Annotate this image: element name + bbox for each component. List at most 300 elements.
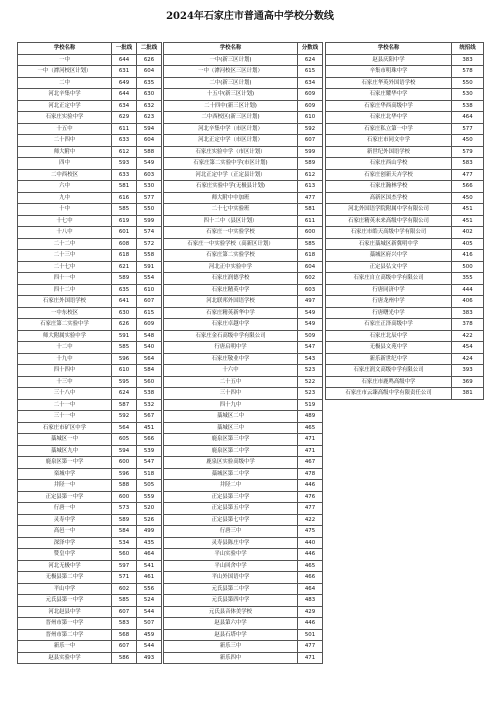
admission-line-cell: 424	[452, 353, 484, 365]
table-row	[326, 100, 484, 112]
school-name-cell: 河北联邦外国语学校	[164, 296, 298, 308]
table-row	[18, 261, 162, 273]
second-batch-score-cell: 507	[137, 618, 162, 630]
first-batch-score-cell: 635	[112, 284, 137, 296]
table-row	[18, 307, 162, 319]
school-name-cell: 行唐三中	[164, 526, 298, 538]
school-name-cell: 一中（滹河校区三区计划）	[164, 66, 298, 78]
score-line-cell: 547	[298, 342, 323, 354]
school-name-cell: 井陉二中	[164, 480, 298, 492]
second-batch-score-cell: 559	[137, 491, 162, 503]
school-name-cell: 新世纪外国语学校	[326, 146, 452, 158]
second-batch-score-cell: 548	[137, 330, 162, 342]
school-name-cell: 藁城区第二中学	[164, 468, 298, 480]
score-line-cell: 446	[298, 480, 323, 492]
table-row	[18, 100, 162, 112]
table-row	[164, 192, 323, 204]
table-row	[18, 422, 162, 434]
table-row	[326, 135, 484, 147]
school-name-cell: 赞皇中学	[18, 549, 112, 561]
second-batch-score-cell: 464	[137, 549, 162, 561]
school-name-cell: 河北正定中学（市区计划）	[164, 135, 298, 147]
school-name-cell: 晋州市第一中学	[18, 618, 112, 630]
table-row	[164, 560, 323, 572]
table-row	[18, 319, 162, 331]
table-row	[164, 146, 323, 158]
table-row	[18, 549, 162, 561]
table-row	[18, 169, 162, 181]
school-name-cell: 十三中	[18, 376, 112, 388]
table-row	[18, 342, 162, 354]
school-name-cell: 四十四中	[18, 365, 112, 377]
second-batch-score-cell: 547	[137, 457, 162, 469]
school-name-cell: 辛集市明珠中学	[326, 66, 452, 78]
table-row	[326, 388, 484, 400]
school-name-cell: 二十三中	[18, 250, 112, 262]
table-row	[18, 457, 162, 469]
table-row	[18, 629, 162, 641]
school-name-cell: 四十一中	[18, 273, 112, 285]
table-row	[164, 238, 323, 250]
school-name-cell: 藁城区九中	[18, 445, 112, 457]
first-batch-score-cell: 571	[112, 572, 137, 584]
school-name-cell: 正定县第五中学	[164, 503, 298, 515]
table-row	[164, 572, 323, 584]
table-row	[326, 330, 484, 342]
school-name-cell: 二十一中	[18, 399, 112, 411]
table-row	[18, 238, 162, 250]
first-batch-score-cell: 560	[112, 549, 137, 561]
second-batch-score-cell: 584	[137, 365, 162, 377]
table-row	[164, 606, 323, 618]
school-name-cell: 石家庄精英新华中学	[164, 307, 298, 319]
table-row	[326, 146, 484, 158]
table-row	[164, 77, 323, 89]
table-row	[18, 480, 162, 492]
score-line-cell: 609	[298, 100, 323, 112]
school-name-cell: 河北正定中学（正定县计划）	[164, 169, 298, 181]
table-row	[326, 365, 484, 377]
table-row	[164, 342, 323, 354]
school-name-cell: 鹿泉区第二中学	[164, 445, 298, 457]
score-table-2	[163, 42, 323, 664]
second-batch-score-cell: 544	[137, 641, 162, 653]
second-batch-score-cell: 459	[137, 629, 162, 641]
school-name-cell: 石家庄北华中学	[326, 112, 452, 124]
table-row	[18, 434, 162, 446]
first-batch-score-cell: 591	[112, 330, 137, 342]
school-name-cell: 高新区国杰学校	[326, 192, 452, 204]
table-row	[18, 618, 162, 630]
admission-line-cell: 422	[452, 330, 484, 342]
table-row	[164, 296, 323, 308]
school-name-cell: 二十五中	[164, 376, 298, 388]
score-line-cell: 489	[298, 411, 323, 423]
admission-line-cell: 583	[452, 158, 484, 170]
table-row	[18, 560, 162, 572]
table-row	[164, 376, 323, 388]
score-line-cell: 592	[298, 123, 323, 135]
table-row	[18, 641, 162, 653]
table-row	[18, 227, 162, 239]
score-line-cell: 519	[298, 399, 323, 411]
school-name-cell: 灵寿县陈庄中学	[164, 537, 298, 549]
first-batch-score-cell: 644	[112, 89, 137, 101]
school-name-cell: 元氏县第二中学	[164, 583, 298, 595]
score-line-cell: 478	[298, 468, 323, 480]
table-row	[164, 445, 323, 457]
score-line-cell: 465	[298, 560, 323, 572]
admission-line-cell: 444	[452, 284, 484, 296]
admission-line-cell: 383	[452, 54, 484, 66]
table-row	[18, 215, 162, 227]
table-row	[164, 307, 323, 319]
second-batch-score-cell: 505	[137, 480, 162, 492]
school-name-cell: 赵县石塔中学	[164, 629, 298, 641]
first-batch-score-cell: 588	[112, 480, 137, 492]
table-row	[164, 89, 323, 101]
score-line-cell: 604	[298, 261, 323, 273]
first-batch-score-cell: 607	[112, 606, 137, 618]
admission-line-cell: 550	[452, 77, 484, 89]
school-name-cell: 石家庄一中实验学校	[164, 227, 298, 239]
school-name-cell: 石家庄市鹿鸣高级中学	[326, 376, 452, 388]
table-row	[164, 181, 323, 193]
school-name-cell: 四十二中	[18, 284, 112, 296]
school-name-cell: 石家庄北辰中学	[326, 330, 452, 342]
table-row	[326, 123, 484, 135]
first-batch-score-cell: 573	[112, 503, 137, 515]
admission-line-cell: 577	[452, 123, 484, 135]
second-batch-score-cell: 451	[137, 422, 162, 434]
second-batch-score-cell: 556	[137, 583, 162, 595]
table-row	[18, 388, 162, 400]
second-batch-score-cell: 588	[137, 146, 162, 158]
school-name-cell: 石家庄一中实验学校（高新区计划）	[164, 238, 298, 250]
school-name-cell: 河北辛集中学（市区计划）	[164, 123, 298, 135]
first-batch-score-cell: 585	[112, 342, 137, 354]
school-name-cell: 正定县第三中学	[164, 491, 298, 503]
table-row	[18, 146, 162, 158]
first-batch-score-cell: 624	[112, 388, 137, 400]
school-name-cell: 石家庄耀华中学	[326, 89, 452, 101]
score-line-cell: 483	[298, 595, 323, 607]
table-row	[18, 77, 162, 89]
school-name-cell: 师大附中中加班	[164, 192, 298, 204]
admission-line-cell: 405	[452, 238, 484, 250]
score-line-cell: 475	[298, 526, 323, 538]
second-batch-score-cell: 635	[137, 77, 162, 89]
table-row	[164, 399, 323, 411]
second-batch-score-cell: 615	[137, 307, 162, 319]
school-name-cell: 师大附属实验中学	[18, 330, 112, 342]
score-line-cell: 471	[298, 652, 323, 664]
school-name-cell: 石家庄华西高级中学	[326, 100, 452, 112]
school-name-cell: 河北外国语学院附属中学有限公司	[326, 204, 452, 216]
second-batch-score-cell: 610	[137, 284, 162, 296]
admission-line-cell: 566	[452, 181, 484, 193]
school-name-cell: 新乐三中	[164, 641, 298, 653]
school-name-cell: 行唐一中	[18, 503, 112, 515]
school-name-cell: 石家庄私立第一中学	[326, 123, 452, 135]
table-row	[18, 54, 162, 66]
score-line-cell: 523	[298, 388, 323, 400]
admission-line-cell: 406	[452, 296, 484, 308]
table-row	[164, 618, 323, 630]
school-name-cell: 正定县弘文中学	[326, 261, 452, 273]
first-batch-score-cell: 619	[112, 215, 137, 227]
table-row	[164, 215, 323, 227]
score-line-cell: 618	[298, 250, 323, 262]
school-name-cell: 一中（滹河校区计划）	[18, 66, 112, 78]
score-line-cell: 471	[298, 445, 323, 457]
school-name-cell: 藁城区府兴中学	[326, 250, 452, 262]
school-name-cell: 二中	[18, 77, 112, 89]
table-row	[164, 457, 323, 469]
score-line-cell: 522	[298, 376, 323, 388]
score-line-cell: 624	[298, 54, 323, 66]
table-row	[326, 169, 484, 181]
score-table-3	[325, 42, 484, 400]
second-batch-score-cell: 541	[137, 560, 162, 572]
school-name-cell: 石家庄外国语学校	[18, 296, 112, 308]
school-name-cell: 新乐一中	[18, 641, 112, 653]
school-name-cell: 二中(新三区计划)	[164, 77, 298, 89]
school-name-cell: 二十七中实验班	[164, 204, 298, 216]
school-name-cell: 深泽中学	[18, 537, 112, 549]
first-batch-score-cell: 585	[112, 595, 137, 607]
second-batch-score-cell: 435	[137, 537, 162, 549]
school-name-cell: 行唐龙州中学	[326, 296, 452, 308]
school-name-cell: 平山外国语中学	[164, 572, 298, 584]
table-row	[18, 572, 162, 584]
school-name-cell: 石家庄创新天卉学校	[326, 169, 452, 181]
table-row	[18, 365, 162, 377]
school-name-cell: 正定县第七中学	[164, 514, 298, 526]
school-name-cell: 栾城中学	[18, 468, 112, 480]
first-batch-score-cell: 626	[112, 319, 137, 331]
school-name-cell: 河北无极中学	[18, 560, 112, 572]
table-row	[18, 526, 162, 538]
header-admission-line: 统招线	[452, 43, 484, 55]
score-line-cell: 523	[298, 365, 323, 377]
school-name-cell: 行唐曙光中学	[326, 307, 452, 319]
school-name-cell: 石家庄藁城区新冀明中学	[326, 238, 452, 250]
admission-line-cell: 477	[452, 169, 484, 181]
second-batch-score-cell: 564	[137, 353, 162, 365]
school-name-cell: 无极县第二中学	[18, 572, 112, 584]
first-batch-score-cell: 586	[112, 652, 137, 664]
school-name-cell: 四中	[18, 158, 112, 170]
school-name-cell: 三十八中	[18, 388, 112, 400]
score-line-cell: 613	[298, 181, 323, 193]
table-row	[18, 89, 162, 101]
school-name-cell: 石家庄市同文中学	[326, 135, 452, 147]
second-batch-score-cell: 591	[137, 261, 162, 273]
school-name-cell: 石家庄精英中学	[164, 284, 298, 296]
school-name-cell: 石家庄润文高级中学有限公司	[326, 365, 452, 377]
table-row	[18, 250, 162, 262]
table-row	[326, 158, 484, 170]
table-row	[326, 261, 484, 273]
first-batch-score-cell: 610	[112, 365, 137, 377]
school-name-cell: 元氏县第四中学	[164, 595, 298, 607]
school-name-cell: 行唐启明中学	[164, 342, 298, 354]
admission-line-cell: 530	[452, 89, 484, 101]
school-name-cell: 正定县第一中学	[18, 491, 112, 503]
school-name-cell: 石家庄华英外国语学校	[326, 77, 452, 89]
admission-line-cell: 454	[452, 342, 484, 354]
school-name-cell: 石家庄市皓天高级中学有限公司	[326, 227, 452, 239]
school-name-cell: 元氏县音体美学校	[164, 606, 298, 618]
table-row	[164, 273, 323, 285]
table-row	[164, 123, 323, 135]
table-row	[164, 158, 323, 170]
school-name-cell: 元氏县第一中学	[18, 595, 112, 607]
school-name-cell: 十中	[18, 204, 112, 216]
first-batch-score-cell: 641	[112, 296, 137, 308]
table-row	[326, 353, 484, 365]
score-line-cell: 599	[298, 146, 323, 158]
first-batch-score-cell: 594	[112, 445, 137, 457]
school-name-cell: 十七中	[18, 215, 112, 227]
first-batch-score-cell: 602	[112, 583, 137, 595]
table-row	[326, 238, 484, 250]
table-row	[164, 135, 323, 147]
score-line-cell: 600	[298, 227, 323, 239]
score-line-cell: 610	[298, 112, 323, 124]
admission-line-cell: 416	[452, 250, 484, 262]
second-batch-score-cell: 526	[137, 514, 162, 526]
second-batch-score-cell: 594	[137, 123, 162, 135]
table-row	[326, 319, 484, 331]
table-row	[164, 54, 323, 66]
score-line-cell: 477	[298, 192, 323, 204]
table-row	[164, 491, 323, 503]
school-name-cell: 石家庄自立高级中学有限公司	[326, 273, 452, 285]
table-row	[18, 445, 162, 457]
table-row	[164, 284, 323, 296]
score-line-cell: 589	[298, 158, 323, 170]
table-row	[18, 112, 162, 124]
school-name-cell: 河北正中实验中学	[164, 261, 298, 273]
table-row	[18, 330, 162, 342]
admission-line-cell: 402	[452, 227, 484, 239]
admission-line-cell: 451	[452, 204, 484, 216]
header-score-line: 分数线	[298, 43, 323, 55]
school-name-cell: 四十九中	[164, 399, 298, 411]
score-line-cell: 422	[298, 514, 323, 526]
score-line-cell: 543	[298, 353, 323, 365]
first-batch-score-cell: 629	[112, 112, 137, 124]
table-row	[18, 158, 162, 170]
score-line-cell: 612	[298, 169, 323, 181]
table-row	[18, 273, 162, 285]
school-name-cell: 十九中	[18, 353, 112, 365]
table-row	[164, 365, 323, 377]
table-row	[164, 112, 323, 124]
school-name-cell: 石家庄西山学校	[326, 158, 452, 170]
second-batch-score-cell: 599	[137, 215, 162, 227]
school-name-cell: 一中	[18, 54, 112, 66]
school-name-cell: 二十七中	[18, 261, 112, 273]
second-batch-score-cell: 544	[137, 606, 162, 618]
table-row	[164, 169, 323, 181]
table-row	[326, 296, 484, 308]
first-batch-score-cell: 585	[112, 204, 137, 216]
school-name-cell: 石家庄正泽高级中学	[326, 319, 452, 331]
school-name-cell: 新乐四中	[164, 652, 298, 664]
score-line-cell: 603	[298, 284, 323, 296]
school-name-cell: 河北赵县中学	[18, 606, 112, 618]
first-batch-score-cell: 592	[112, 411, 137, 423]
school-name-cell: 井陉一中	[18, 480, 112, 492]
second-batch-score-cell: 607	[137, 296, 162, 308]
second-batch-score-cell: 604	[137, 66, 162, 78]
school-name-cell: 平山回舍中学	[164, 560, 298, 572]
table-row	[326, 192, 484, 204]
second-batch-score-cell: 550	[137, 204, 162, 216]
first-batch-score-cell: 630	[112, 307, 137, 319]
second-batch-score-cell: 560	[137, 376, 162, 388]
school-name-cell: 九中	[18, 192, 112, 204]
second-batch-score-cell: 574	[137, 227, 162, 239]
table-row	[18, 583, 162, 595]
second-batch-score-cell: 632	[137, 100, 162, 112]
first-batch-score-cell: 633	[112, 169, 137, 181]
table-row	[326, 204, 484, 216]
school-name-cell: 藁城区三中	[164, 422, 298, 434]
school-name-cell: 无极县文苑中学	[326, 342, 452, 354]
first-batch-score-cell: 568	[112, 629, 137, 641]
school-name-cell: 石家庄实验中学	[18, 112, 112, 124]
first-batch-score-cell: 596	[112, 468, 137, 480]
table-row	[164, 434, 323, 446]
school-name-cell: 石家庄第二实验中学(市区计划)	[164, 158, 298, 170]
school-name-cell: 十六中	[164, 365, 298, 377]
first-batch-score-cell: 596	[112, 353, 137, 365]
first-batch-score-cell: 564	[112, 422, 137, 434]
table-row	[18, 135, 162, 147]
table-row	[18, 411, 162, 423]
school-name-cell: 三十四中	[164, 388, 298, 400]
table-row	[326, 307, 484, 319]
second-batch-score-cell: 604	[137, 135, 162, 147]
table-row	[18, 353, 162, 365]
first-batch-score-cell: 612	[112, 146, 137, 158]
first-batch-score-cell: 600	[112, 457, 137, 469]
header-row	[164, 43, 323, 55]
school-name-cell: 师大附中	[18, 146, 112, 158]
second-batch-score-cell: 566	[137, 434, 162, 446]
first-batch-score-cell: 644	[112, 54, 137, 66]
school-name-cell: 赵县第六中学	[164, 618, 298, 630]
school-name-cell: 鹿泉区实验高级中学	[164, 457, 298, 469]
table-row	[18, 181, 162, 193]
admission-line-cell: 578	[452, 66, 484, 78]
score-table-1	[17, 42, 162, 664]
first-batch-score-cell: 581	[112, 181, 137, 193]
school-name-cell: 石家庄金石高级中学有限公司	[164, 330, 298, 342]
first-batch-score-cell: 607	[112, 641, 137, 653]
school-name-cell: 石家庄第二实验中学	[18, 319, 112, 331]
admission-line-cell: 378	[452, 319, 484, 331]
table-row	[164, 66, 323, 78]
school-name-cell: 石家庄瀚林学校	[326, 181, 452, 193]
score-line-cell: 549	[298, 307, 323, 319]
school-name-cell: 一中(新三区计划)	[164, 54, 298, 66]
school-name-cell: 行唐同济中学	[326, 284, 452, 296]
